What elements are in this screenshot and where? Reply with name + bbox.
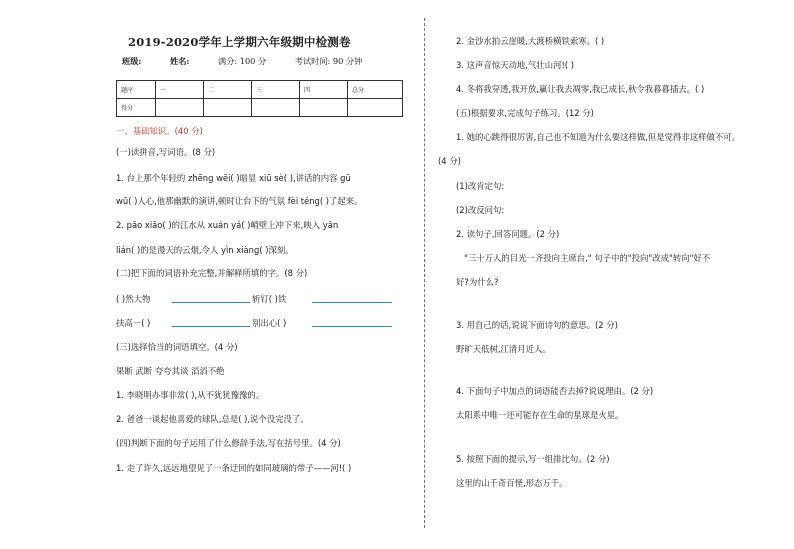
q4-heading: (四)判断下面的句子运用了什么修辞手法,写在括号里。(4 分) xyxy=(116,438,341,448)
table-cell: 三 xyxy=(252,81,300,99)
q1-line3: 2. pāo xiāo( )的江水从 xuán yá( )峭壁上冲下来,映入 yǎn xyxy=(116,220,339,230)
r-line1: 2. 金沙水拍云崖暖,大渡桥横铁索寒。( ) xyxy=(456,36,605,46)
q3-heading: (三)选择恰当的词语填空。(4 分) xyxy=(116,342,238,352)
q2-row1-a: ( )然大物 xyxy=(116,294,151,304)
table-cell: 四 xyxy=(300,81,348,99)
q5-2-text1: "三十万人的目光一齐投向主席台," 句子中的"投向"改成"转向"好不 xyxy=(464,253,711,263)
full-score: 满分: 100 分 xyxy=(218,56,267,66)
q5-heading: (五)根据要求,完成句子练习。(12 分) xyxy=(456,108,594,118)
class-label: 班级: xyxy=(122,56,142,66)
score-cell[interactable] xyxy=(252,99,300,117)
table-cell: 总分 xyxy=(348,81,403,99)
score-cell[interactable] xyxy=(348,99,403,117)
q5-2-text2: 好?为什么? xyxy=(456,277,499,287)
section1-heading: 一、基础知识。(40 分) xyxy=(116,126,203,136)
q2-blank[interactable] xyxy=(312,292,392,303)
score-table xyxy=(116,80,403,117)
exam-time: 考试时间: 90 分钟 xyxy=(294,56,363,66)
q1-heading: (一)读拼音,写词语。(8 分) xyxy=(116,147,216,157)
q3-line2: 2. 爸爸一谈起他喜爱的球队,总是( ),说个没完没了。 xyxy=(116,414,309,424)
q5-4-text: 太阳系中唯一还可能存在生命的星球是火星。 xyxy=(456,410,624,420)
page-title: 2019-2020学年上学期六年级期中检测卷 xyxy=(128,35,351,49)
q5-1-line1: 1. 她的心跳得很厉害,自己也不知道为什么要这样做,但是觉得非这样做不可。 xyxy=(456,132,740,142)
q3-line1: 1. 李晓明办事非常( ),从不犹犹豫豫的。 xyxy=(116,390,265,400)
q3-words: 果断 武断 夸夸其谈 滔滔不绝 xyxy=(116,366,225,376)
q2-blank[interactable] xyxy=(172,316,250,327)
score-table-score-row xyxy=(117,99,403,117)
r-line3: 4. 冬将我穿透,我开放,赢让我去凋零,我已成长,秋令我暮暮插去。( ) xyxy=(456,84,705,94)
q2-row1-b: 斩钉( )铁 xyxy=(252,294,287,304)
q5-4: 4. 下面句子中加点的词语能否去掉?说说理由。(2 分) xyxy=(456,386,654,396)
q2-row2-a: 扶高一( ) xyxy=(116,318,151,328)
name-label: 姓名: xyxy=(170,56,190,66)
score-cell[interactable] xyxy=(300,99,348,117)
q5-3: 3. 用自己的话,说说下面诗句的意思。(2 分) xyxy=(456,320,618,330)
q5-3-text: 野旷天低树,江清月近人。 xyxy=(456,344,551,354)
q4-line1: 1. 走了许久,远远地望见了一条迂回的如同玻璃的带子——河!( ) xyxy=(116,463,352,473)
q1-line4: lián( )的是漫天的云烟,令人 yìn xiàng( )深刻。 xyxy=(116,245,294,255)
table-cell: 一 xyxy=(156,81,204,99)
q1-line1: 1. 台上那个年轻的 zhēng wēi( )暗显 xiū sè( ),讲话的内容 gū xyxy=(116,173,351,183)
score-table-header-row xyxy=(117,81,403,99)
q5-5-text: 这里的山千奇百怪,形态万千。 xyxy=(456,478,568,488)
q2-blank[interactable] xyxy=(172,292,250,303)
r-line2: 3. 这声音惊天动地,气壮山河!( ) xyxy=(456,60,574,70)
q1-line2: wū( )人心,他那幽默的演讲,顿时让台下的气氛 fèi téng( )了起来。 xyxy=(116,196,363,206)
q5-5: 5. 按照下面的提示,写一组排比句。(2 分) xyxy=(456,454,610,464)
score-cell[interactable] xyxy=(204,99,252,117)
q5-2: 2. 读句子,回答问题。(2 分) xyxy=(456,229,560,239)
q2-blank[interactable] xyxy=(312,316,392,327)
column-divider xyxy=(424,18,425,528)
table-cell: 题序 xyxy=(117,81,156,99)
q5-1-b: (2)改反问句: xyxy=(456,205,505,215)
q2-row2-b: 别出心( ) xyxy=(252,318,287,328)
q2-heading: (二)把下面的词语补充完整,并解释所填的字。(8 分) xyxy=(116,268,308,278)
q5-1-a: (1)改肯定句: xyxy=(456,181,505,191)
q5-1-line2: (4 分) xyxy=(438,156,461,166)
table-cell: 二 xyxy=(204,81,252,99)
table-cell: 得分 xyxy=(117,99,156,117)
exam-info xyxy=(122,56,388,67)
score-cell[interactable] xyxy=(156,99,204,117)
